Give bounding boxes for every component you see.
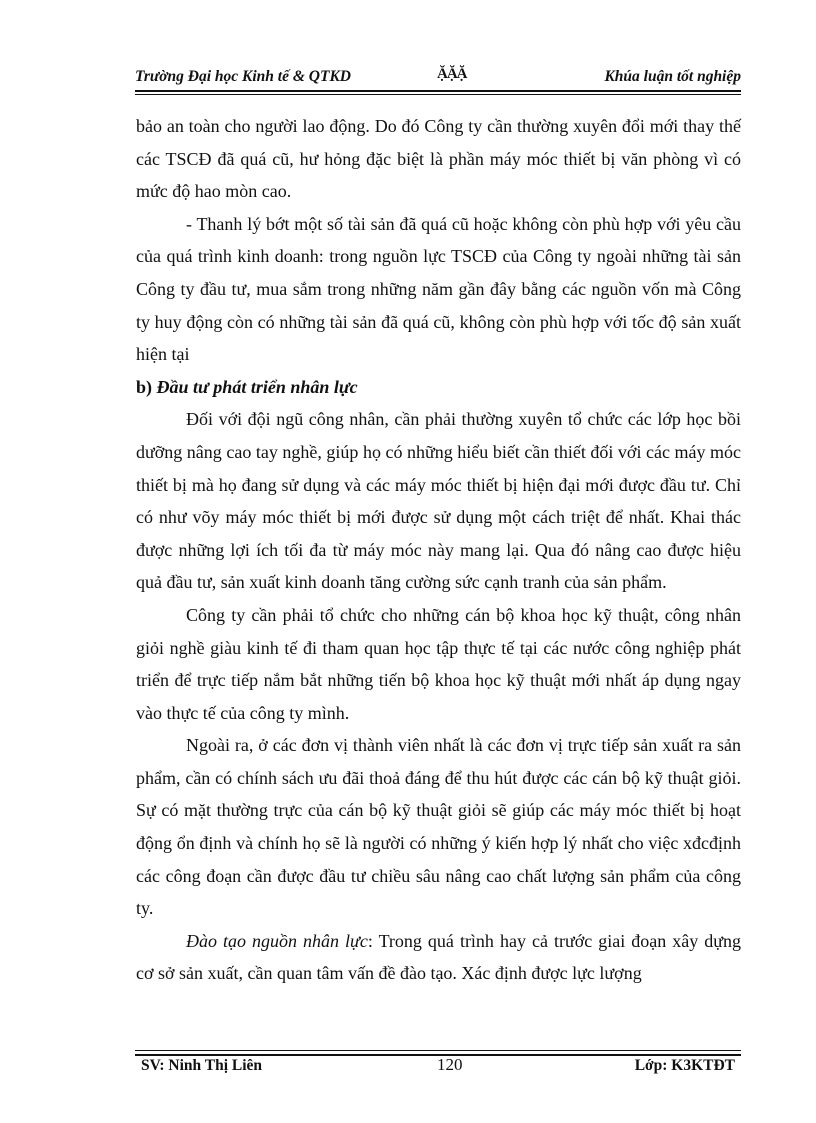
paragraph-6-lead: Đào tạo nguồn nhân lực bbox=[186, 930, 368, 951]
paragraph-6 bbox=[136, 925, 741, 990]
header-thesis-label: Khúa luận tốt nghiệp bbox=[604, 68, 741, 85]
page-number: 120 bbox=[437, 1055, 463, 1074]
heading-prefix: b) bbox=[136, 376, 157, 397]
paragraph-5: Ngoài ra, ở các đơn vị thành viên nhất là các đơn vị trực tiếp sản xuất ra sản phẩm, cần có chính sách ưu đãi thoả đáng để thu hút được các cán bộ kỹ thuật giỏi. Sự có mặt thường trực của cán bộ kỹ thuật giỏi sẽ giúp các máy móc thiết bị hoạt động ổn định và chính họ sẽ là người có những ý kiến hợp lý nhất cho việc xđcđịnh các công đoạn cần được đầu tư chiều sâu nâng cao chất lượng sản phẩm của công ty. bbox=[136, 735, 741, 919]
header-university: Trường Đại học Kinh tế & QTKD bbox=[135, 68, 351, 85]
paragraph-1: bảo an toàn cho người lao động. Do đó Công ty cần thường xuyên đổi mới thay thế các TSCĐ đã quá cũ, hư hỏng đặc biệt là phần máy móc thiết bị văn phòng vì có mức độ hao mòn cao. bbox=[136, 116, 741, 202]
footer-class: Lớp: K3KTĐT bbox=[634, 1057, 735, 1074]
document-body bbox=[136, 110, 741, 990]
paragraph-4: Công ty cần phải tổ chức cho những cán bộ khoa học kỹ thuật, công nhân giỏi nghề giàu kinh tế đi tham quan học tập thực tế tại các nước công nghiệp phát triển để trực tiếp nắm bắt những tiến bộ khoa học kỹ thuật mới nhất áp dụng ngay vào thực tế của công ty mình. bbox=[136, 604, 741, 723]
footer-student: SV: Ninh Thị Liên bbox=[141, 1057, 263, 1074]
paragraph-3: Đối với đội ngũ công nhân, cần phải thường xuyên tổ chức các lớp học bồi dưỡng nâng cao tay nghề, giúp họ có những hiểu biết cần thiết đối với các máy móc thiết bị mà họ đang sử dụng và các máy móc thiết bị hiện đại mới được đầu tư. Chỉ có như võy máy móc thiết bị mới được sử dụng một cách triệt để nhất. Khai thác được những lợi ích tối đa từ máy móc này mang lại. Qua đó nâng cao được hiệu quả đầu tư, sản xuất kinh doanh tăng cường sức cạnh tranh của sản phẩm. bbox=[136, 409, 741, 593]
paragraph-2: - Thanh lý bớt một số tài sản đã quá cũ hoặc không còn phù hợp với yêu cầu của quá trình kinh doanh: trong nguồn lực TSCĐ của Công ty ngoài những tài sản Công ty đầu tư, mua sắm trong những năm gần đây bằng các nguồn vốn mà Công ty huy động còn có những tài sản đã quá cũ, không còn phù hợp với tốc độ sản xuất hiện tại bbox=[136, 213, 741, 365]
section-heading bbox=[136, 371, 741, 404]
header-ornament: ẶẶẶ bbox=[437, 66, 467, 82]
page-header bbox=[135, 66, 741, 90]
page-footer bbox=[135, 1057, 741, 1079]
header-rule-thin bbox=[135, 94, 741, 95]
paragraph-6-rest: : Trong quá trình hay cả trước giai đoạn xây dựng cơ sở sản xuất, cần quan tâm vấn đề đào tạo. Xác định được lực lượng bbox=[136, 930, 741, 984]
heading-title: Đầu tư phát triển nhân lực bbox=[156, 376, 358, 397]
header-rule-thick bbox=[135, 90, 741, 92]
footer-rule-thin bbox=[135, 1050, 741, 1051]
